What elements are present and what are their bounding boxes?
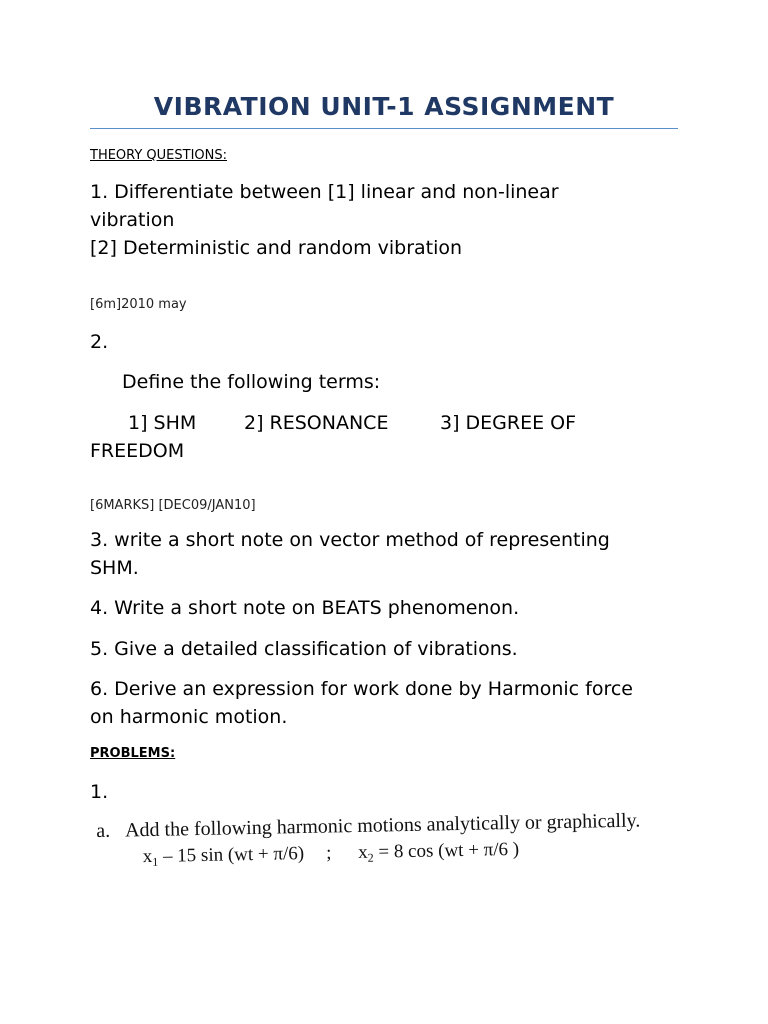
term-degree-of: 3] DEGREE OF (440, 412, 577, 434)
equation-1-subscript: 1 (152, 854, 159, 869)
question-1-marks-note: [6m]2010 may (90, 297, 187, 312)
question-2-line-2: FREEDOM (90, 440, 185, 462)
question-2-number: 2. (90, 331, 109, 353)
problem-1a-text: Add the following harmonic motions analytically or graphically. (124, 809, 641, 842)
equation-1-var: x (142, 845, 153, 868)
question-4: 4. Write a short note on BEATS phenomenon. (90, 597, 520, 619)
problem-1-number: 1. (90, 781, 109, 803)
page-title: VIBRATION UNIT-1 ASSIGNMENT (153, 92, 615, 121)
question-1-line-1: 1. Differentiate between [1] linear and non-linear (90, 181, 559, 203)
problems-heading: PROBLEMS: (90, 746, 176, 761)
question-6-line-2: on harmonic motion. (90, 706, 288, 728)
equation-2-rhs: = 8 cos (wt + π/6 ) (378, 838, 520, 863)
equation-2-subscript: 2 (367, 850, 374, 865)
question-1-line-2: vibration (90, 209, 175, 231)
theory-heading: THEORY QUESTIONS: (90, 148, 228, 163)
question-3-line-2: SHM. (90, 557, 139, 579)
problem-1-scanned-text (96, 810, 641, 871)
question-2-intro: Define the following terms: (122, 371, 381, 393)
equation-2-var: x (357, 841, 368, 863)
question-2-marks-note: [6MARKS] [DEC09/JAN10] (90, 498, 256, 513)
question-6-line-1: 6. Derive an expression for work done by Harmonic force (90, 678, 633, 700)
question-1-line-3: [2] Deterministic and random vibration (90, 237, 463, 259)
question-2-terms (90, 409, 576, 437)
equation-1-rhs: – 15 sin (wt + π/6) (162, 843, 305, 867)
title-underline (90, 128, 678, 129)
question-3-line-1: 3. write a short note on vector method of representing (90, 529, 610, 551)
problem-1a-label: a. (96, 819, 111, 842)
term-shm: 1] SHM (128, 412, 197, 434)
term-resonance: 2] RESONANCE (244, 412, 389, 434)
problem-1a-equations (97, 837, 642, 871)
question-5: 5. Give a detailed classification of vibrations. (90, 638, 518, 660)
equation-separator: ; (325, 842, 332, 864)
